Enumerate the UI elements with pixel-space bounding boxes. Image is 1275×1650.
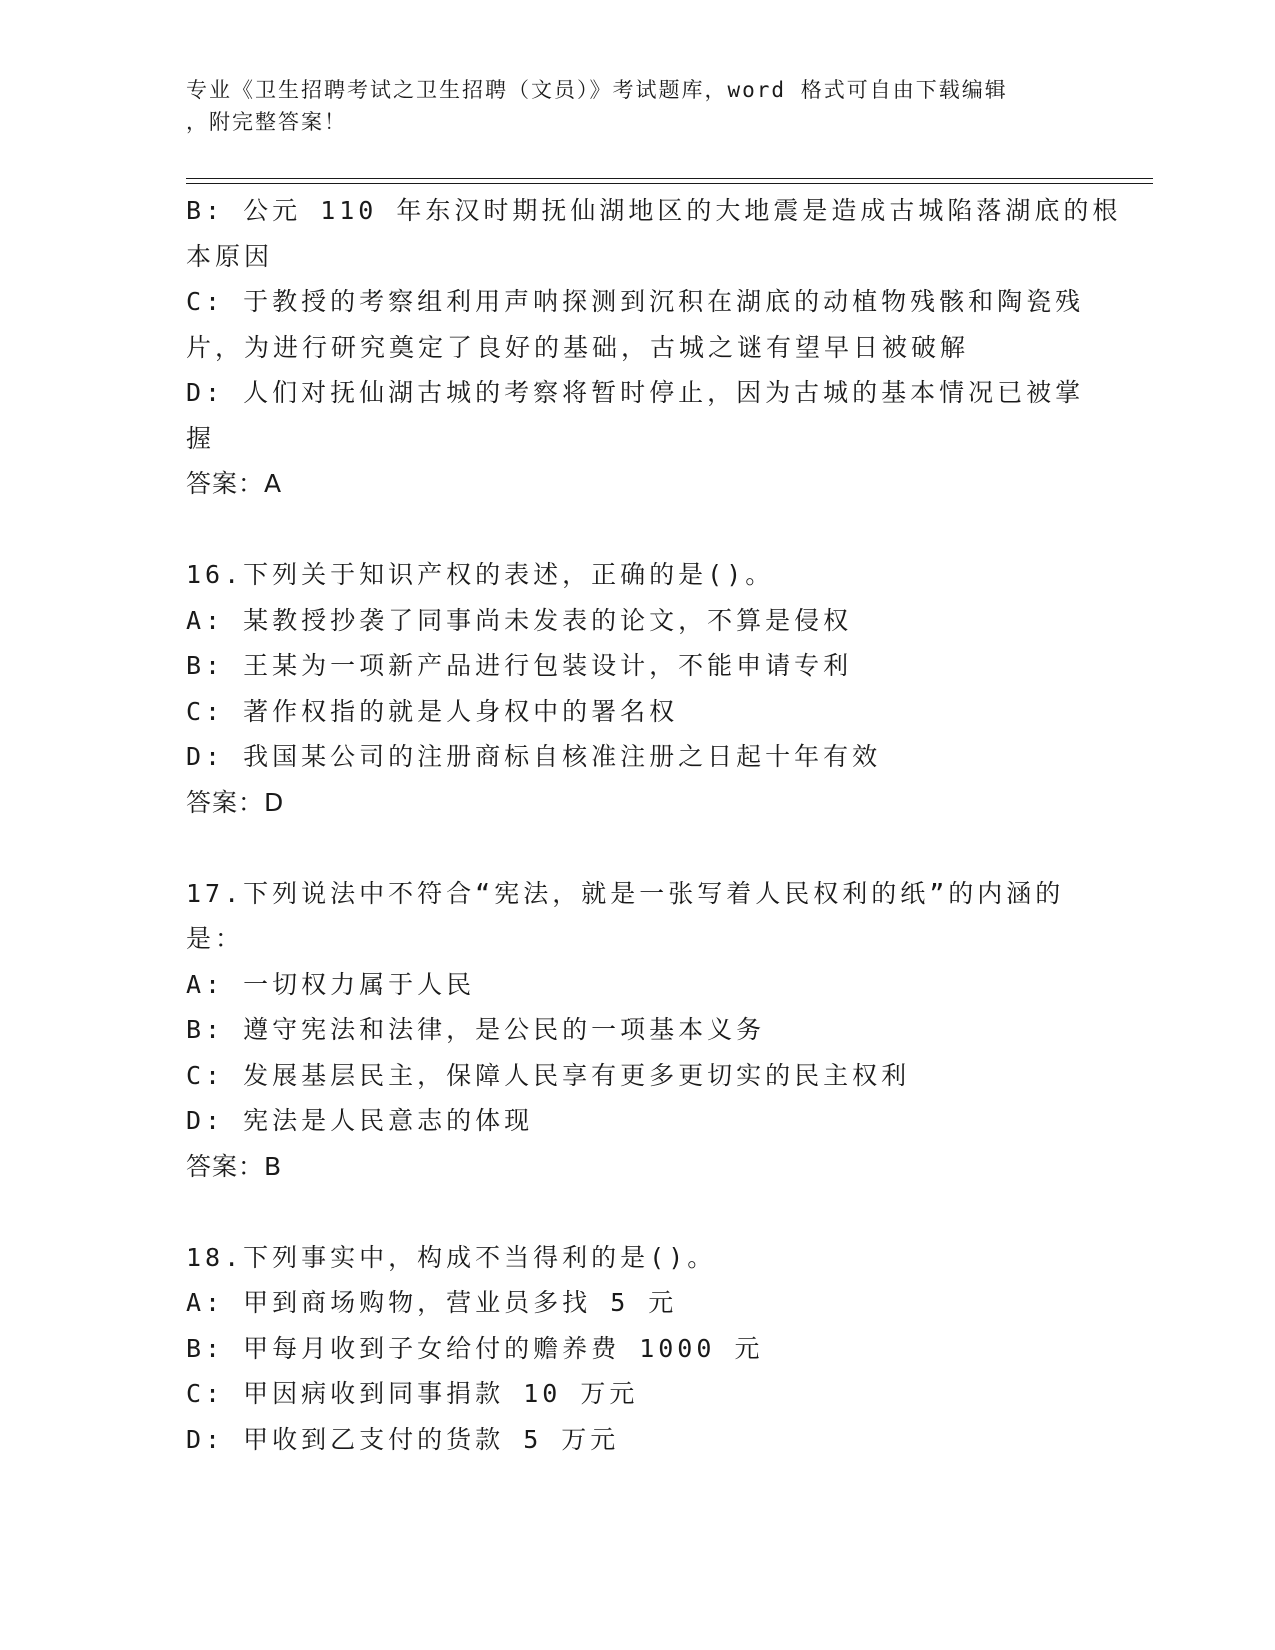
spacer [186, 507, 1066, 553]
option-text: B: 公元 110 年东汉时期抚仙湖地区的大地震是造成古城陷落湖底的根 [186, 196, 1122, 225]
spacer [186, 1189, 1066, 1235]
option-text: D: 人们对抚仙湖古城的考察将暂时停止，因为古城的基本情况已被掌 [186, 378, 1085, 407]
option-text: A: 某教授抄袭了同事尚未发表的论文，不算是侵权 [186, 605, 853, 635]
option-text: D: 我国某公司的注册商标自核准注册之日起十年有效 [186, 742, 882, 771]
question-stem: 17.下列说法中不符合“宪法，就是一张写着人民权利的纸”的内涵的 [186, 878, 1065, 908]
header-line-1: 专业《卫生招聘考试之卫生招聘（文员）》考试题库，word 格式可自由下载编辑 [186, 78, 1008, 102]
option-text-continued: 握 [186, 423, 216, 453]
answer-line: 答案：D [186, 787, 285, 817]
header-line-2: ，附完整答案！ [186, 110, 347, 134]
question-stem: 16.下列关于知识产权的表述，正确的是()。 [186, 560, 775, 589]
question-stem: 18.下列事实中，构成不当得利的是()。 [186, 1242, 717, 1272]
option-text: B: 甲每月收到子女给付的赡养费 1000 元 [186, 1333, 764, 1363]
option-text: B: 遵守宪法和法律，是公民的一项基本义务 [186, 1015, 766, 1044]
spacer [186, 825, 1066, 871]
option-text: C: 著作权指的就是人身权中的署名权 [186, 696, 679, 726]
option-text-continued: 本原因 [186, 241, 274, 271]
option-text: B: 王某为一项新产品进行包装设计，不能申请专利 [186, 651, 853, 680]
option-text: C: 甲因病收到同事捐款 10 万元 [186, 1379, 639, 1408]
option-text: D: 宪法是人民意志的体现 [186, 1106, 534, 1135]
option-text: D: 甲收到乙支付的货款 5 万元 [186, 1424, 620, 1454]
option-text-continued: 片，为进行研究奠定了良好的基础，古城之谜有望早日被破解 [186, 332, 970, 362]
option-text: A: 一切权力属于人民 [186, 969, 476, 999]
question-content [186, 188, 1122, 1462]
option-text: C: 于教授的考察组利用声呐探测到沉积在湖底的动植物残骸和陶瓷残 [186, 287, 1085, 316]
answer-line: 答案：A [186, 469, 283, 498]
header-rule-top [186, 178, 1153, 179]
answer-line: 答案：B [186, 1151, 283, 1181]
document-header [186, 74, 1066, 138]
header-rule-bottom [186, 183, 1153, 184]
question-stem-continued: 是： [186, 924, 245, 953]
option-text: C: 发展基层民主，保障人民享有更多更切实的民主权利 [186, 1060, 911, 1090]
option-text: A: 甲到商场购物，营业员多找 5 元 [186, 1288, 678, 1317]
